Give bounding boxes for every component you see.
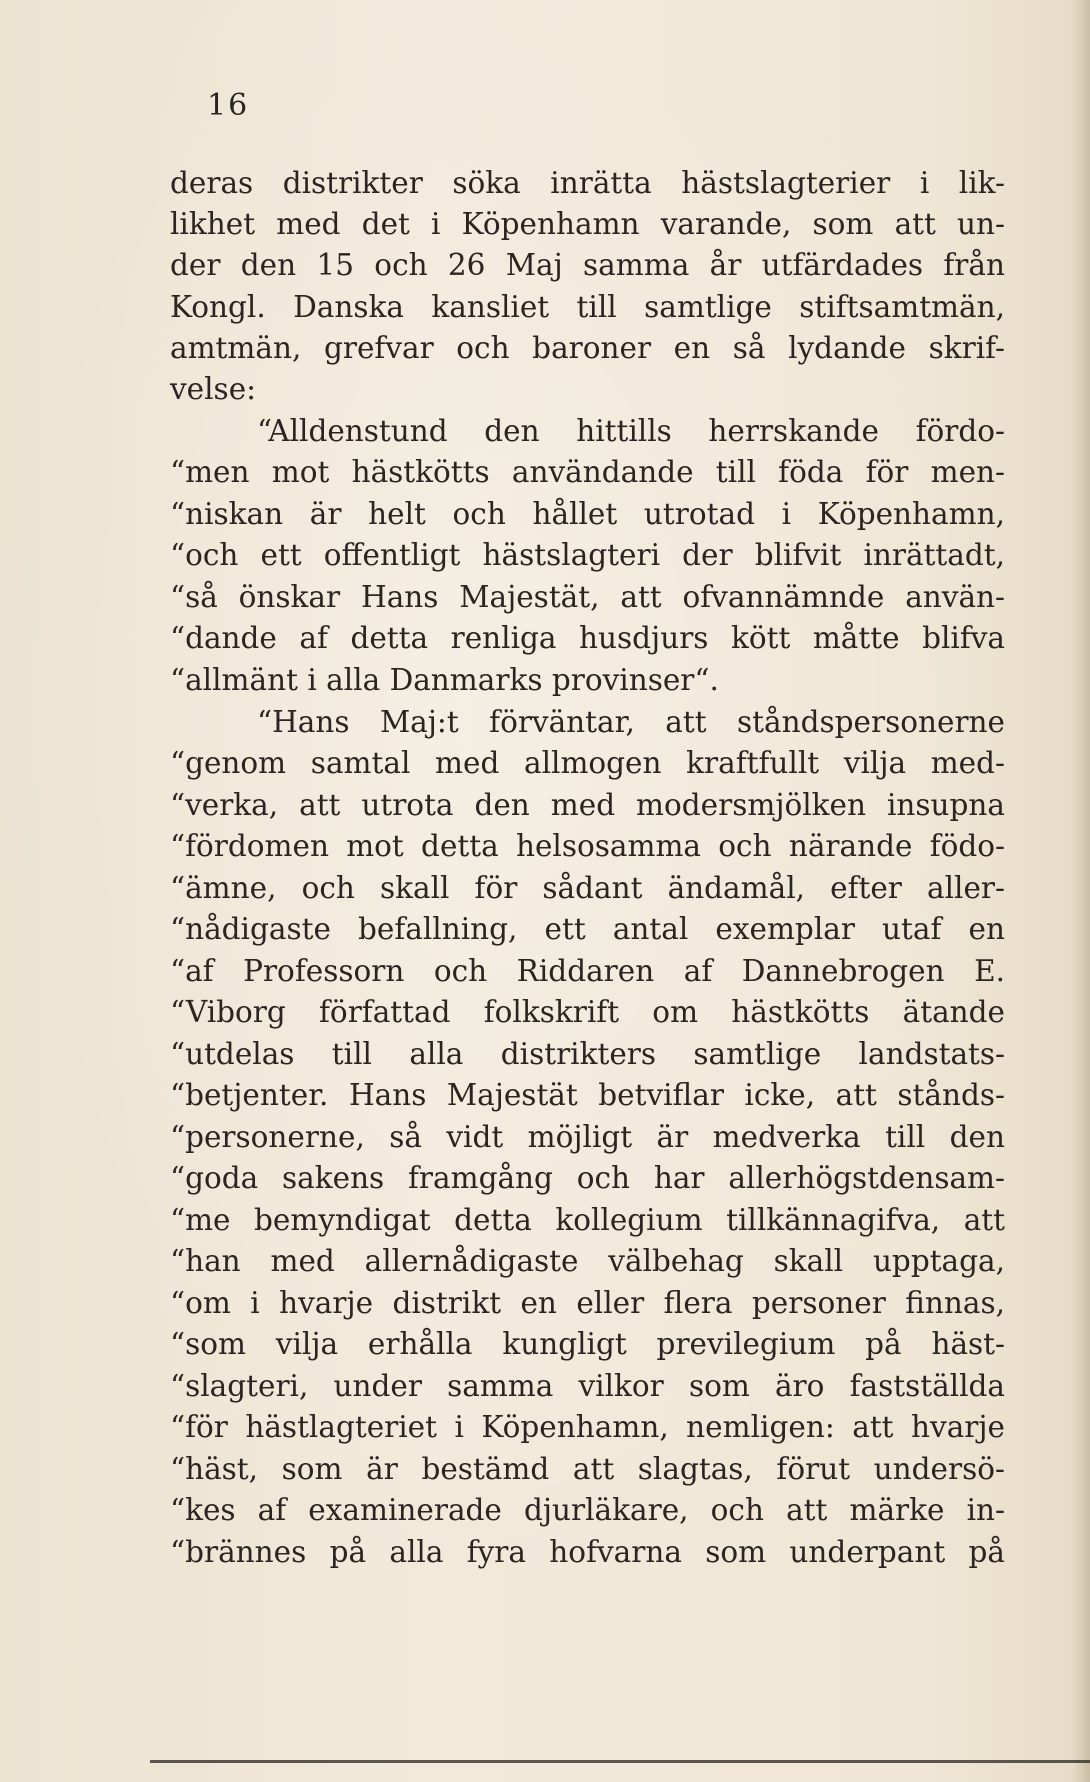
text-line: “genom samtal med allmogen kraftfullt vilja med- [170,746,1005,780]
text-line: Kongl. Danska kansliet till samtlige stiftsamtmän, [170,290,1005,324]
text-line: “Viborg författad folkskrift om hästkötts ätande [170,995,1005,1029]
text-line: “verka, att utrota den med modersmjölken insupna [170,788,1005,822]
text-line: “dande af detta renliga husdjurs kött måtte blifva [170,621,1005,655]
text-line: “häst, som är bestämd att slagtas, förut undersö- [170,1452,1005,1486]
text-line: amtmän, grefvar och baroner en så lydande skrif- [170,331,1005,365]
text-line: “goda sakens framgång och har allerhögstdensam- [170,1161,1005,1195]
text-line: “för hästlagteriet i Köpenhamn, nemligen: att hvarje [170,1410,1005,1444]
text-line: der den 15 och 26 Maj samma år utfärdades från [170,248,1005,282]
page-number: 16 [207,88,250,123]
text-line: “ämne, och skall för sådant ändamål, efter aller- [170,871,1005,905]
text-line: “Hans Maj:t förväntar, att ståndspersonerne [257,705,1005,739]
page-edge-shadow [1072,0,1090,1782]
text-line: “betjenter. Hans Majestät betviflar icke, att stånds- [170,1078,1005,1112]
text-line: “utdelas till alla distrikters samtlige landstats- [170,1037,1005,1071]
text-line: likhet med det i Köpenhamn varande, som att un- [170,207,1005,241]
text-line: “kes af examinerade djurläkare, och att märke in- [170,1493,1005,1527]
text-line: “me bemyndigat detta kollegium tillkännagifva, att [170,1203,1005,1237]
text-line: deras distrikter söka inrätta hästslagterier i lik- [170,166,1005,200]
text-line: “som vilja erhålla kungligt previlegium på häst- [170,1327,1005,1361]
text-line: “Alldenstund den hittills herrskande fördo- [257,414,1005,448]
text-line: “slagteri, under samma vilkor som äro fastställda [170,1369,1005,1403]
text-line: “niskan är helt och hållet utrotad i Köpenhamn, [170,497,1005,531]
text-line: “brännes på alla fyra hofvarna som underpant på [170,1535,1005,1569]
text-line: “personerne, så vidt möjligt är medverka till den [170,1120,1005,1154]
text-line: “allmänt i alla Danmarks provinser“. [170,663,719,697]
text-line: velse: [170,372,257,406]
text-line: “han med allernådigaste välbehag skall upptaga, [170,1244,1005,1278]
bottom-edge-rule [150,1760,1090,1763]
text-line: “fördomen mot detta helsosamma och närande födo- [170,829,1005,863]
text-line: “men mot hästkötts användande till föda för men- [170,455,1005,489]
text-line: “om i hvarje distrikt en eller flera personer finnas, [170,1286,1005,1320]
text-line: “af Professorn och Riddaren af Dannebrogen E. [170,954,1005,988]
text-line: “nådigaste befallning, ett antal exemplar utaf en [170,912,1005,946]
text-line: “så önskar Hans Majestät, att ofvannämnde använ- [170,580,1005,614]
text-line: “och ett offentligt hästslagteri der blifvit inrättadt, [170,538,1005,572]
